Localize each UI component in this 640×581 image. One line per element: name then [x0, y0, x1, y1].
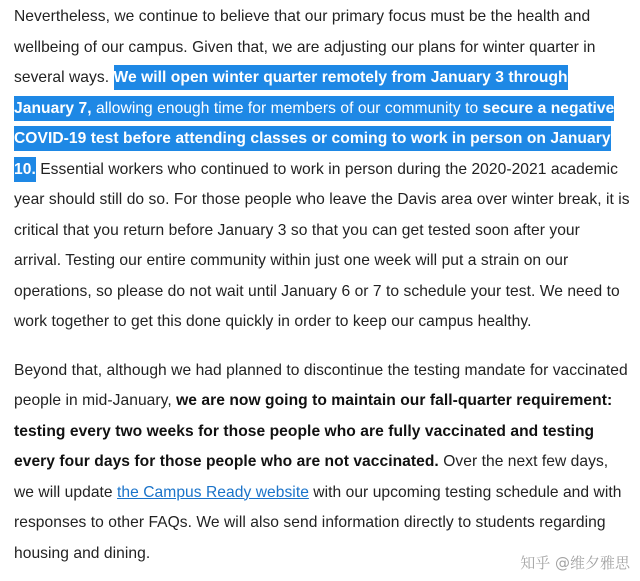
paragraph-1-intro: Nevertheless, we continue to believe that our primary focus must be the health and wellbeing of our campus. Given that, we are adjusting our plans for winter quarter in several ways.: [14, 8, 596, 86]
highlight-normal-text: allowing enough time for members of our community to: [91, 99, 483, 117]
highlight-bold-negative-test: secure a negative COVID-19 test before attending classes or coming to work in person on January 10.: [14, 99, 615, 178]
testing-requirement-bold: we are now going to maintain our fall-quarter requirement: testing every two weeks for those people who are fully vaccinated and testing every four days for those people who are not vaccinated.: [14, 392, 613, 470]
campus-ready-website-link[interactable]: the Campus Ready website: [117, 483, 309, 501]
document-body: [14, 0, 630, 569]
zhihu-watermark: 知乎 @维夕雅思: [520, 554, 630, 572]
paragraph-2-mid: Over the next few days, we will update: [14, 453, 609, 501]
paragraph-winter-quarter: [14, 0, 630, 338]
paragraph-testing-mandate: [14, 354, 630, 570]
paragraph-2-rest: with our upcoming testing schedule and with responses to other FAQs. We will also send information directly to students regarding housing and dining.: [14, 483, 622, 562]
paragraph-2-intro: Beyond that, although we had planned to discontinue the testing mandate for vaccinated people in mid-January,: [14, 361, 628, 409]
paragraph-1-rest: Essential workers who continued to work in person during the 2020-2021 academic year should still do so. For those people who leave the Davis area over winter break, it is critical that you return before January 3 so that you can get tested soon after your arrival. Testing our entire community within just one week will put a strain on our operations, so please do not wait until January 6 or 7 to schedule your test. We need to work together to get this done quickly in order to keep our campus healthy.: [14, 160, 630, 330]
highlight-bold-remote-opening: We will open winter quarter remotely from January 3 through January 7,: [14, 69, 568, 117]
